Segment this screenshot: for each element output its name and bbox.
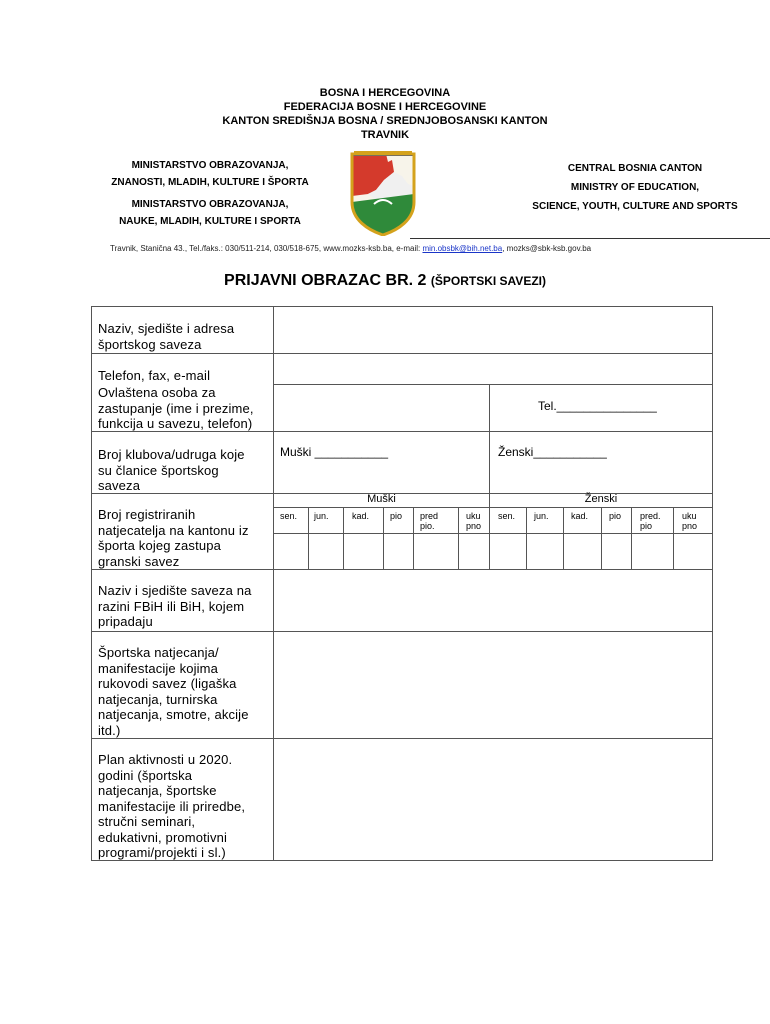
ministry-right-line-1: CENTRAL BOSNIA CANTON	[567, 163, 703, 174]
age-header-zenski: Ženski	[584, 493, 618, 505]
label-broj-klubova-line-2: su članice športskog	[98, 462, 219, 478]
email-link[interactable]: min.obsbk@bih.net.ba	[422, 244, 503, 253]
label-broj-klubova-line-1: Broj klubova/udruga koje	[98, 447, 245, 462]
label-naziv-line-2: športskog saveza	[98, 336, 202, 352]
input-m-sen[interactable]	[274, 534, 308, 569]
input-m-ukupno[interactable]	[459, 534, 489, 569]
label-naziv-saveza	[98, 321, 270, 352]
input-m-jun[interactable]	[309, 534, 343, 569]
ministry-left-line-4: NAUKE, MLADIH, KULTURE I SPORTA	[119, 216, 301, 227]
label-broj-klubova-line-3: saveza	[98, 478, 141, 493]
coat-of-arms-logo	[346, 150, 420, 236]
col-m-ukupno: uku pno	[466, 511, 482, 531]
label-naziv-line-1: Naziv, sjedište i adresa	[98, 321, 235, 336]
col-m-jun: jun.	[314, 511, 329, 521]
header-line-2: FEDERACIJA BOSNE I HERCEGOVINE	[283, 101, 487, 113]
col-m-kad: kad.	[352, 511, 370, 521]
label-plan-line-7: programi/projekti i sl.)	[98, 845, 226, 860]
input-naziv-saveza[interactable]	[274, 307, 712, 353]
input-z-ukupno[interactable]	[674, 534, 712, 569]
header-line-1: BOSNA I HERCEGOVINA	[319, 87, 451, 99]
input-broj-klubova-zenski[interactable]	[490, 432, 712, 493]
label-fbih-line-3: pripadaju	[98, 614, 153, 629]
col-z-ukupno: uku pno	[682, 511, 698, 531]
tel-field-label: Tel._______________	[538, 399, 657, 413]
label-plan-line-2: godini (športska	[98, 767, 193, 783]
input-telefon-fax-email[interactable]	[274, 354, 712, 384]
label-ovlastena-line-1: Ovlaštena osoba za	[98, 385, 216, 400]
col-z-pio: pio	[609, 511, 622, 521]
label-plan-line-3: natjecanja, športske	[98, 783, 217, 798]
input-m-kad[interactable]	[344, 534, 383, 569]
input-naziv-fbih[interactable]	[274, 570, 712, 631]
label-sportska-line-4: natjecanja, turnirska	[98, 691, 218, 707]
zenski-field-label: Ženski___________	[498, 445, 607, 459]
ministry-left-line-3: MINISTARSTVO OBRAZOVANJA,	[131, 199, 289, 210]
label-sportska-line-5: natjecanja, smotre, akcije	[98, 707, 249, 722]
input-broj-klubova-muski[interactable]	[274, 432, 488, 493]
col-z-jun: jun.	[534, 511, 549, 521]
ministry-right-line-3: SCIENCE, YOUTH, CULTURE AND SPORTS	[532, 201, 738, 212]
label-broj-natjecatelja	[98, 507, 272, 569]
label-plan-line-6: edukativni, promotivni	[98, 829, 228, 845]
label-plan-line-5: stručni seminari,	[98, 814, 196, 829]
label-sportska-natjecanja	[98, 645, 272, 738]
label-sportska-line-6: itd.)	[98, 722, 121, 738]
label-ovlastena-line-2: zastupanje (ime i prezime,	[98, 400, 254, 416]
label-broj-klubova	[98, 447, 270, 494]
header-line-3: KANTON SREDIŠNJA BOSNA / SREDNJOBOSANSKI KANTON	[222, 115, 548, 127]
input-z-kad[interactable]	[564, 534, 601, 569]
label-telefon	[98, 368, 270, 384]
muski-field-label: Muški ___________	[280, 445, 389, 459]
input-z-predpio[interactable]	[632, 534, 673, 569]
label-plan-line-1: Plan aktivnosti u 2020.	[98, 752, 233, 767]
form-title	[0, 272, 770, 290]
form-title-sub: (ŠPORTSKI SAVEZI)	[430, 274, 546, 288]
col-m-predpio: pred pio.	[420, 511, 439, 531]
col-z-kad: kad.	[571, 511, 589, 521]
col-m-pio: pio	[390, 511, 403, 521]
input-tel[interactable]	[490, 385, 712, 431]
form-title-main: PRIJAVNI OBRAZAC BR. 2	[224, 272, 427, 289]
label-sportska-line-1: Športska natjecanja/	[98, 645, 219, 660]
col-z-sen: sen.	[498, 511, 516, 521]
address-line	[110, 244, 591, 253]
ministry-left-line-1: MINISTARSTVO OBRAZOVANJA,	[131, 160, 289, 171]
label-natjecatelja-line-2: natjecatelja na kantonu iz	[98, 522, 249, 538]
input-z-jun[interactable]	[527, 534, 563, 569]
label-natjecatelja-line-1: Broj registriranih	[98, 507, 196, 522]
header-divider	[410, 238, 770, 239]
label-sportska-line-3: rukovodi savez (ligaška	[98, 676, 237, 691]
age-header-muski: Muški	[367, 493, 396, 505]
ministry-right-line-2: MINISTRY OF EDUCATION,	[570, 182, 700, 193]
col-z-predpio: pred. pio	[640, 511, 661, 531]
input-z-pio[interactable]	[602, 534, 631, 569]
label-telefon-line-1: Telefon, fax, e-mail	[98, 368, 211, 383]
input-plan-aktivnosti[interactable]	[274, 739, 712, 860]
label-natjecatelja-line-4: granski savez	[98, 553, 180, 569]
label-ovlastena-osoba	[98, 385, 272, 432]
input-sportska-natjecanja[interactable]	[274, 632, 712, 738]
label-sportska-line-2: manifestacije kojima	[98, 660, 219, 676]
ministry-left-croatian	[85, 157, 335, 191]
ministry-right	[505, 160, 765, 215]
label-natjecatelja-line-3: športa kojeg zastupa	[98, 538, 221, 553]
address-email-2: , mozks@sbk-ksb.gov.ba	[502, 244, 592, 253]
header-line-4: TRAVNIK	[360, 129, 410, 141]
label-plan-line-4: manifestacije ili priredbe,	[98, 798, 246, 814]
label-fbih-line-2: razini FBiH ili BiH, kojem	[98, 598, 245, 614]
label-plan-aktivnosti	[98, 752, 272, 861]
address-text: Travnik, Stanična 43., Tel./faks.: 030/511-214, 030/518-675, www.mozks-ksb.ba, e-mail:	[110, 244, 421, 253]
ministry-left-line-2: ZNANOSTI, MLADIH, KULTURE I ŠPORTA	[111, 177, 309, 188]
label-naziv-fbih	[98, 583, 272, 630]
col-m-sen: sen.	[280, 511, 298, 521]
ministry-left-bosnian	[85, 196, 335, 230]
input-m-pio[interactable]	[384, 534, 413, 569]
input-m-predpio[interactable]	[414, 534, 458, 569]
label-fbih-line-1: Naziv i sjedište saveza na	[98, 583, 252, 598]
label-ovlastena-line-3: funkcija u savezu, telefon)	[98, 416, 253, 431]
input-ovlastena-osoba[interactable]	[274, 385, 488, 431]
input-z-sen[interactable]	[490, 534, 526, 569]
